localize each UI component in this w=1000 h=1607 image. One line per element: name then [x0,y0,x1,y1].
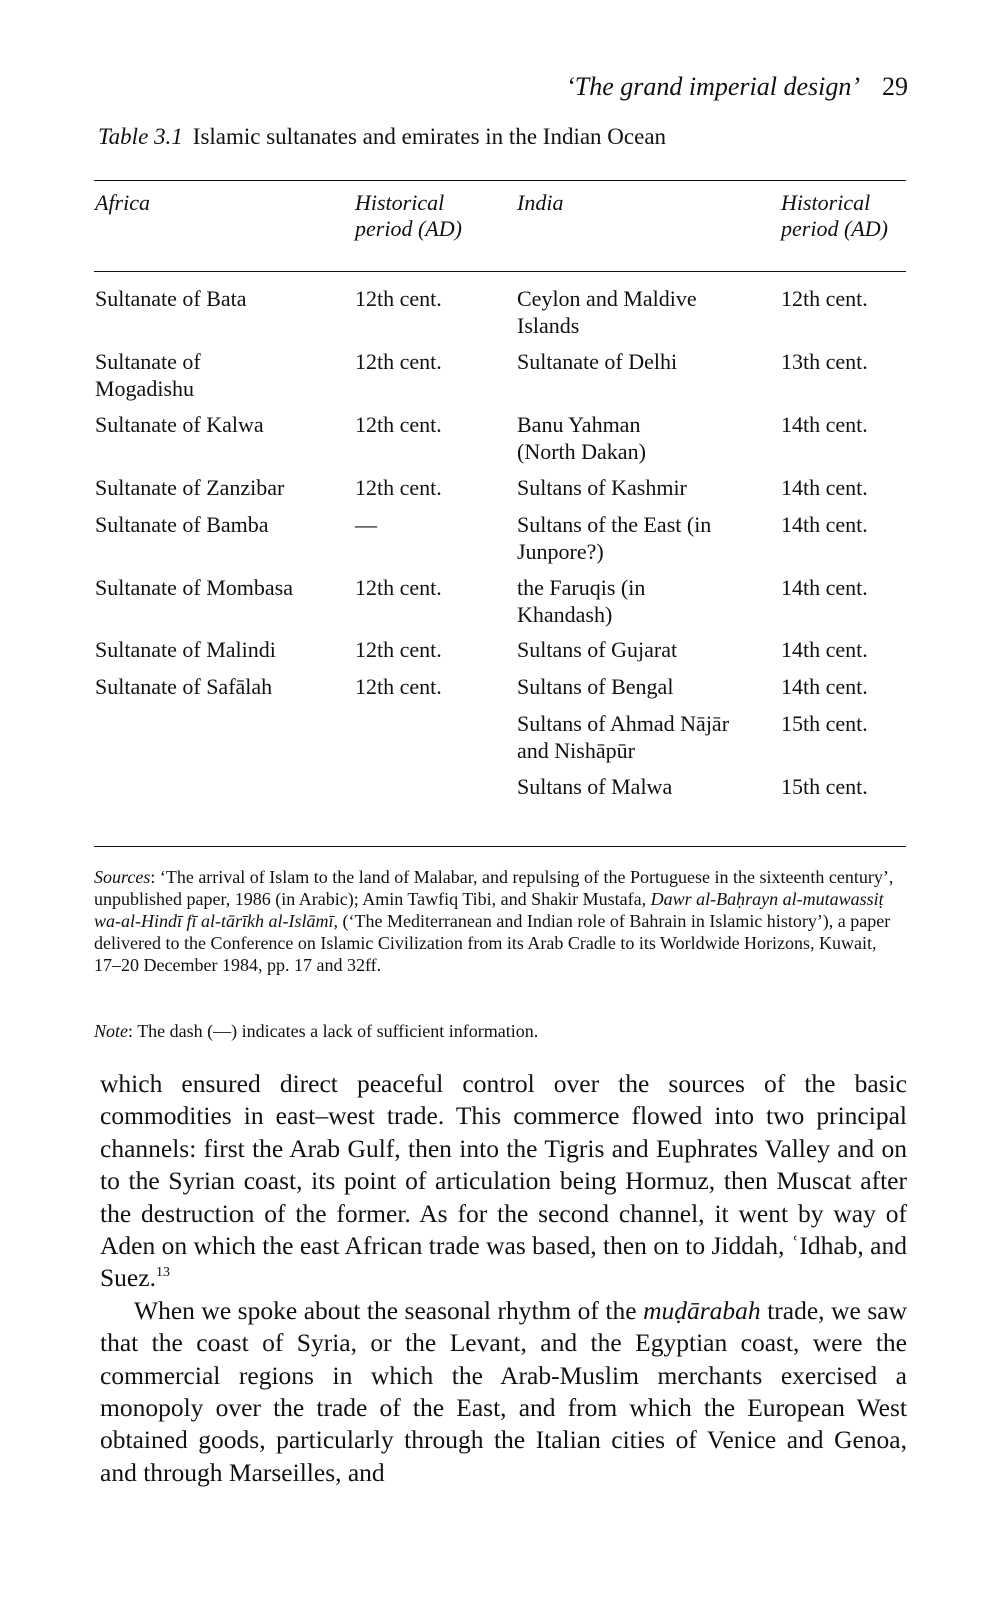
page-number: 29 [882,72,908,101]
india-row-period: 15th cent. [781,711,868,736]
india-row-period: 13th cent. [781,349,868,374]
india-row-name: Sultanate of Delhi [517,349,678,374]
india-row-period: 14th cent. [781,674,868,699]
table-sources: Sources: ‘The arrival of Islam to the land of Malabar, and repulsing of the Portuguese in the sixteenth century’, unpublished paper, 1986 (in Arabic); Amin Tawfiq Tibi, and Shakir Mustafa, Dawr al-Baḥrayn al-mutawassiṭ wa-al-Hindī fī al-tārīkh al-Islāmī, (‘The Mediterranean and Indian role of Bahrain in Islamic history’), a paper delivered to the Conference on Islamic Civilization from its Arab Cradle to its Worldwide Horizons, Kuwait, 17–20 December 1984, pp. 17 and 32ff. [94,867,894,975]
para1-text: which ensured direct peaceful control over the sources of the basic commodities in east–west trade. This commerce flowed into two principal channels: first the Arab Gulf, then into the Tigris and Euphrates Valley and on to the Syrian coast, its point of articulation being Hormuz, then Muscat after the destruction of the former. As for the second channel, it went by way of Aden on which the east African trade was based, then on to Jiddah, ʿIdhab, and Suez. [100,1069,907,1293]
africa-row-period: 12th cent. [355,637,442,662]
africa-row-name: Sultanate of Mombasa [95,575,293,600]
header-period-india-line1: Historical [781,190,871,215]
india-row-period: 14th cent. [781,412,868,437]
india-row-name: the Faruqis (in Khandash) [517,575,646,627]
header-africa [95,190,150,216]
india-row-period: 12th cent. [781,286,868,311]
india-row-name: Sultans of Kashmir [517,475,687,500]
header-period-africa-line2: period (AD) [355,216,462,241]
body-text [100,1068,907,1489]
india-row-name: Sultans of Bengal [517,674,674,699]
india-row-name: Sultans of Gujarat [517,637,678,662]
africa-row-period: 12th cent. [355,349,442,374]
header-africa-label: Africa [95,190,150,215]
header-period-india-line2: period (AD) [781,216,888,241]
para2-rest: trade, we saw that the coast of Syria, or the Levant, and the Egyptian coast, were the commercial regions in which the Arab-Muslim merchants exercised a monopoly over the trade of the East, and from which the European West obtained goods, particularly through the Italian cities of Venice and Genoa, and through Marseilles, and [100,1295,907,1487]
africa-row-name: Sultanate of Safālah [95,674,273,699]
header-india [517,190,563,216]
africa-row-name: Sultanate of Kalwa [95,412,264,437]
running-head-title: ‘The grand imperial design’ [566,72,860,101]
africa-row-name: Sultanate of Bamba [95,512,269,537]
note-text: The dash (—) indicates a lack of sufficient information. [137,1021,539,1041]
africa-row-period: 12th cent. [355,575,442,600]
africa-row-period: 12th cent. [355,412,442,437]
india-row-period: 15th cent. [781,774,868,799]
africa-row-name: Sultanate of Malindi [95,637,276,662]
india-row-name: Sultans of Ahmad Nājār and Nishāpūr [517,711,730,763]
table-bottom-rule [94,846,906,847]
india-row-period: 14th cent. [781,512,868,537]
header-india-label: India [517,190,564,215]
sources-text-part1: ‘The arrival of Islam to the land of Malabar, and repulsing of the Portuguese in the sixteenth century’, unpublished paper, 1986 (in Arabic); Amin Tawfiq Tibi, and Shakir Mustafa, [94,867,894,909]
running-head [500,72,908,102]
africa-row-period: 12th cent. [355,286,442,311]
table-header-rule [94,271,906,272]
africa-row-period: 12th cent. [355,674,442,699]
sources-text-part2: (‘The Mediterranean and Indian role of Bahrain in Islamic history’), a paper delivered to the Conference on Islamic Civilization from its Arab Cradle to its Worldwide Horizons, Kuwait, 17–20 December 1984, pp. 17 and 32ff. [94,911,891,975]
para2-start: When we spoke about the seasonal rhythm of the [134,1295,644,1325]
footnote-ref: 13 [155,1265,170,1281]
table-caption-label: Table 3.1 [98,124,183,149]
india-row-period: 14th cent. [781,575,868,600]
india-row-name: Sultans of the East (in Junpore?) [517,512,712,564]
body-paragraph-1 [100,1068,907,1295]
sources-label: Sources [94,867,151,887]
table-caption-text: Islamic sultanates and emirates in the Indian Ocean [192,124,667,149]
india-row-name: Banu Yahman (North Dakan) [517,412,646,464]
africa-row-period: — [355,512,377,537]
india-row-period: 14th cent. [781,475,868,500]
header-period-africa-line1: Historical [355,190,445,215]
header-period-india [781,190,888,242]
para2-term: muḍārabah [643,1295,761,1325]
africa-row-name: Sultanate of Mogadishu [95,349,201,401]
body-paragraph-2 [100,1295,907,1489]
note-label: Note [94,1021,128,1041]
africa-row-period: 12th cent. [355,475,442,500]
header-period-africa [355,190,462,242]
africa-row-name: Sultanate of Bata [95,286,247,311]
table-top-rule [94,180,906,181]
india-row-name: Sultans of Malwa [517,774,673,799]
africa-row-name: Sultanate of Zanzibar [95,475,285,500]
table-note: Note: The dash (—) indicates a lack of sufficient information. [94,1021,539,1041]
sources-title-italic: Dawr al-Baḥrayn al-mutawassiṭ wa-al-Hindī fī al-tārīkh al-Islāmī, [94,889,884,931]
table-caption [98,124,666,150]
india-row-period: 14th cent. [781,637,868,662]
india-row-name: Ceylon and Maldive Islands [517,286,697,338]
